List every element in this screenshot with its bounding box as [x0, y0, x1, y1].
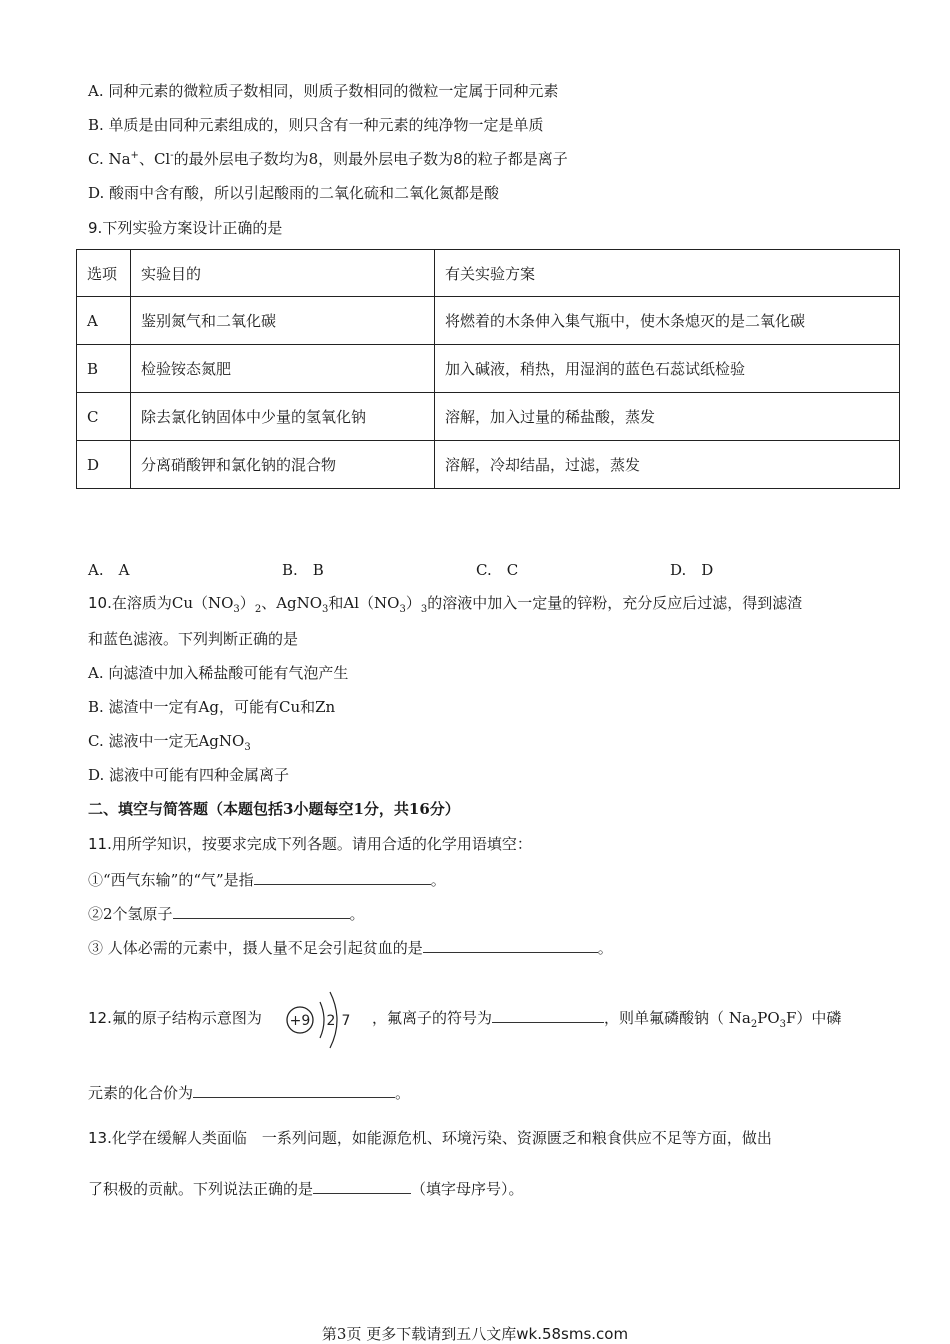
row-purpose: 除去氯化钠固体中少量的氢氧化钠 [131, 393, 435, 441]
q8-option-c: C. Na+、Cl-的最外层电子数均为8，则最外层电子数为8的粒子都是离子 [88, 150, 568, 168]
q10-option-d: D. 滤液中可能有四种金属离子 [88, 766, 290, 784]
answer-blank[interactable] [423, 938, 598, 953]
q10-option-a: A. 向滤渣中加入稀盐酸可能有气泡产生 [88, 664, 349, 682]
row-option: B [77, 345, 131, 393]
table-row [77, 441, 900, 489]
q9-choice-b: B. B [282, 561, 324, 579]
answer-blank[interactable] [254, 870, 431, 885]
header-plan: 有关实验方案 [435, 250, 900, 297]
answer-blank[interactable] [492, 1008, 604, 1023]
row-plan: 将燃着的木条伸入集气瓶中，使木条熄灭的是二氧化碳 [435, 297, 900, 345]
experiment-table [76, 249, 900, 489]
table-row [77, 297, 900, 345]
q10-option-b: B. 滤渣中一定有Ag，可能有Cu和Zn [88, 698, 336, 716]
q11-stem: 11.用所学知识，按要求完成下列各题。请用合适的化学用语填空： [88, 835, 532, 853]
q13-stem-line2: 了积极的贡献。下列说法正确的是 （填字母序号）。 [88, 1180, 524, 1198]
q10-stem-line2: 和蓝色滤液。下列判断正确的是 [88, 630, 299, 648]
q8-option-d: D. 酸雨中含有酸，所以引起酸雨的二氧化硫和二氧化氮都是酸 [88, 184, 500, 202]
q10-stem-line1: 10.在溶质为$Cu(NO_3)_2$、AgNO$_3$和$Al(NO_3)_3$的溶液中加入一定量的锌粉，充分反应后过滤，得到滤渣 [88, 594, 803, 615]
header-purpose: 实验目的 [131, 250, 435, 297]
shell1-electrons: 2 [326, 1013, 336, 1029]
row-purpose: 分离硝酸钾和氯化钠的混合物 [131, 441, 435, 489]
page-footer: 第3页 更多下载请到五八文库wk.58sms.com [321, 1325, 629, 1343]
q12-stem-line2: 元素的化合价为 。 [88, 1084, 411, 1102]
q9-choice-c: C. C [476, 561, 519, 579]
section-title: 二、填空与简答题（本题包括3小题每空1分，共16分） [88, 800, 460, 818]
answer-blank[interactable] [173, 904, 350, 919]
row-purpose: 检验铵态氮肥 [131, 345, 435, 393]
row-purpose: 鉴别氮气和二氧化碳 [131, 297, 435, 345]
shell2-electrons: 7 [341, 1013, 351, 1029]
electron-shell-1 [320, 1002, 324, 1038]
q10-option-c: C. 滤液中一定无AgNO$_3$ [88, 732, 251, 753]
row-option: D [77, 441, 131, 489]
table-row [77, 393, 900, 441]
q11-item1: ①“西气东输”的“气”是指 。 [88, 871, 446, 889]
footer-url[interactable]: wk.58sms.com [516, 1325, 629, 1343]
q12-stem-part2: ，氟离子的符号为 ，则单氟磷酸钠（ $Na_2PO_3F$）中磷 [372, 1009, 842, 1030]
q11-item2: ②2个氢原子 。 [88, 905, 365, 923]
row-option: A [77, 297, 131, 345]
q9-stem: 9.下列实验方案设计正确的是 [88, 219, 283, 237]
table-header-row [77, 250, 900, 297]
answer-blank[interactable] [313, 1179, 411, 1194]
row-option: C [77, 393, 131, 441]
answer-blank[interactable] [193, 1083, 395, 1098]
nucleus-charge: +9 [289, 1013, 311, 1029]
header-option: 选项 [77, 250, 131, 297]
table-row [77, 345, 900, 393]
q8-option-b: B. 单质是由同种元素组成的，则只含有一种元素的纯净物一定是单质 [88, 116, 544, 134]
row-plan: 加入碱液，稍热，用湿润的蓝色石蕊试纸检验 [435, 345, 900, 393]
q13-stem-line1: 13.化学在缓解人类面临 一系列问题，如能源危机、环境污染、资源匮乏和粮食供应不足等方面，做出 [88, 1129, 772, 1147]
q12-stem-part1: 12.氟的原子结构示意图为 [88, 1009, 262, 1027]
q11-item3: ③ 人体必需的元素中，摄人量不足会引起贫血的是 。 [88, 939, 613, 957]
row-plan: 溶解，冷却结晶，过滤，蒸发 [435, 441, 900, 489]
row-plan: 溶解，加入过量的稀盐酸，蒸发 [435, 393, 900, 441]
q8-option-a: A. 同种元素的微粒质子数相同，则质子数相同的微粒一定属于同种元素 [88, 82, 559, 100]
q9-choice-d: D. D [670, 561, 714, 579]
q9-choice-a: A. A [88, 561, 130, 579]
fluorine-atom-diagram [284, 988, 364, 1052]
